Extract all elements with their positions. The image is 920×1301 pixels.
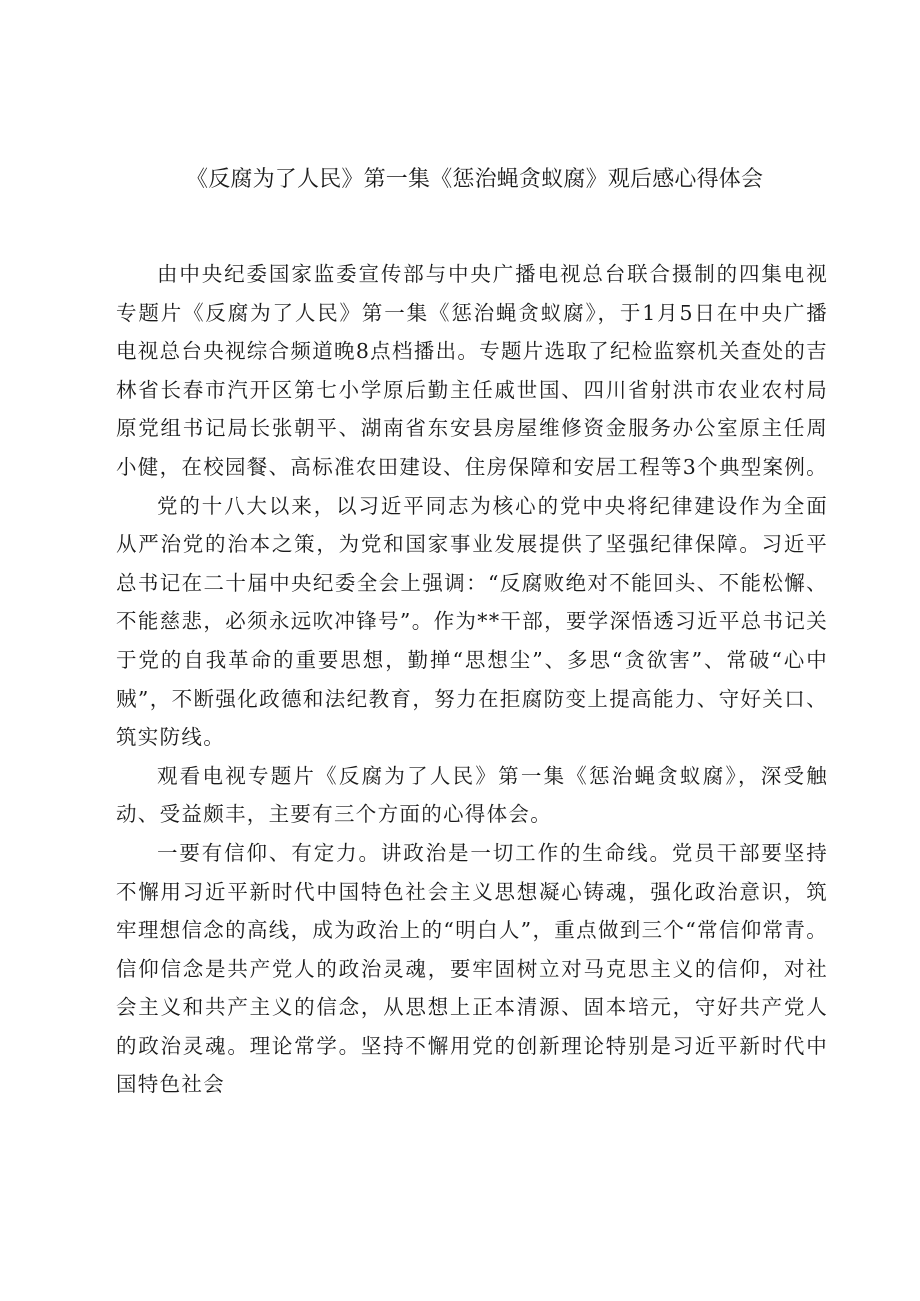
paragraph-summary: 观看电视专题片《反腐为了人民》第一集《惩治蝇贪蚁腐》，深受触动、受益颇丰，主要有三个方面的心得体会。 [116,763,828,827]
document-body [116,255,828,1104]
document-title: 《反腐为了人民》第一集《惩治蝇贪蚁腐》观后感心得体会 [186,167,764,192]
paragraph-intro: 由中央纪委国家监委宣传部与中央广播电视总台联合摄制的四集电视专题片《反腐为了人民》第一集《惩治蝇贪蚁腐》，于1月5日在中央广播电视总台央视综合频道晚8点档播出。专题片选取了纪检监察机关查处的吉林省长春市汽开区第七小学原后勤主任戚世国、四川省射洪市农业农村局原党组书记局长张朝平、湖南省东安县房屋维修资金服务办公室原主任周小健，在校园餐、高标准农田建设、住房保障和安居工程等3个典型案例。 [116,262,828,479]
paragraph-point-one: 一要有信仰、有定力。讲政治是一切工作的生命线。党员干部要坚持不懈用习近平新时代中国特色社会主义思想凝心铸魂，强化政治意识，筑牢理想信念的高线，成为政治上的“明白人”，重点做到三个“常信仰常青。信仰信念是共产党人的政治灵魂，要牢固树立对马克思主义的信仰，对社会主义和共产主义的信念，从思想上正本清源、固本培元，守好共产党人的政治灵魂。理论常学。坚持不懈用党的创新理论特别是习近平新时代中国特色社会 [116,840,828,1097]
paragraph-background: 党的十八大以来，以习近平同志为核心的党中央将纪律建设作为全面从严治党的治本之策，为党和国家事业发展提供了坚强纪律保障。习近平总书记在二十届中央纪委全会上强调：“反腐败绝对不能回头、不能松懈、不能慈悲，必须永远吹冲锋号”。作为**干部，要学深悟透习近平总书记关于党的自我革命的重要思想，勤掸“思想尘”、多思“贪欲害”、常破“心中贼”，不断强化政德和法纪教育，努力在拒腐防变上提高能力、守好关口、筑实防线。 [116,493,828,750]
